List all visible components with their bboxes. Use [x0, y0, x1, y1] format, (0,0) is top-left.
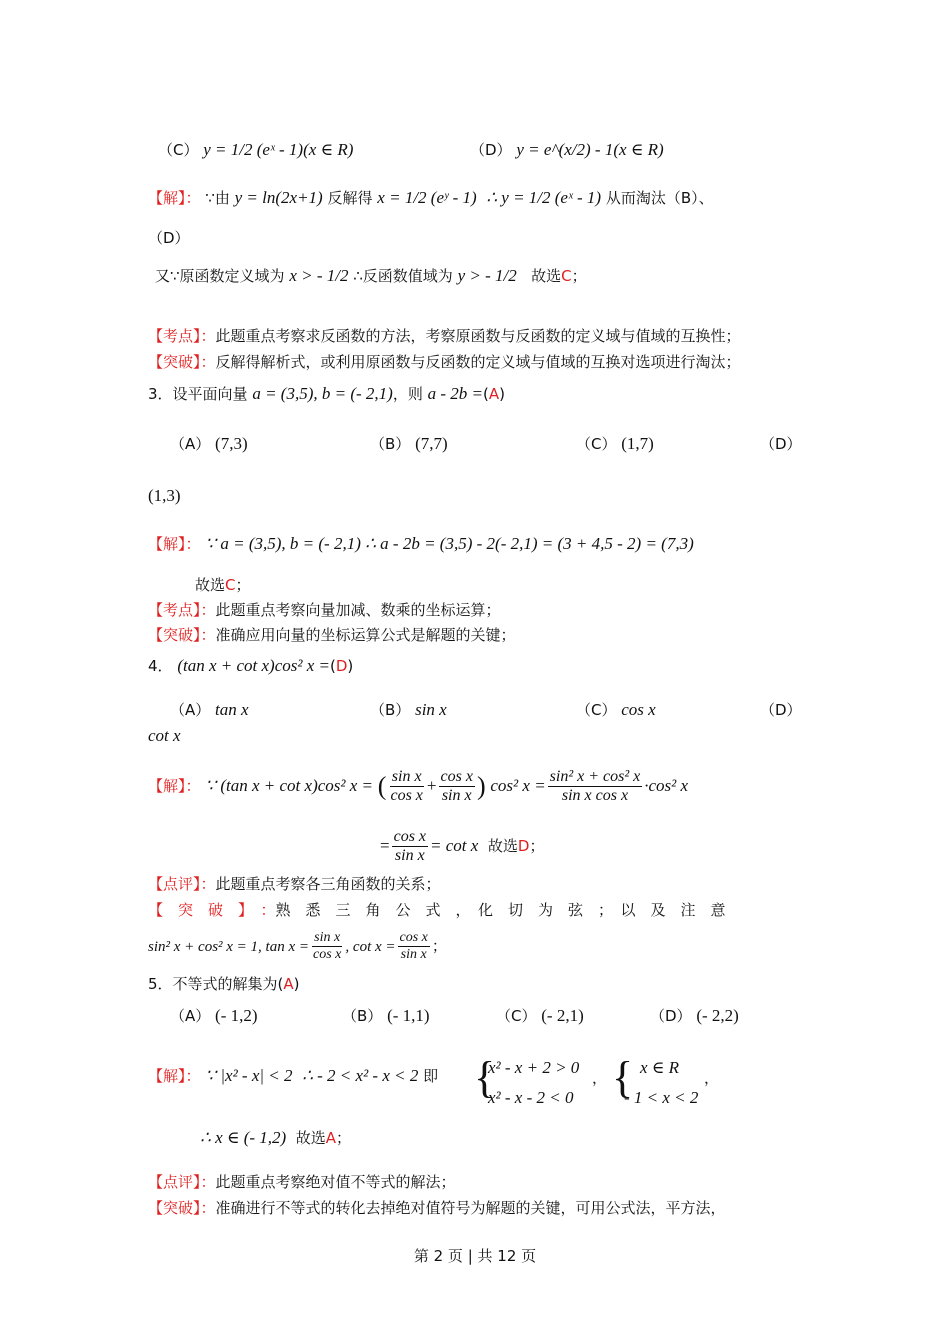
option-value: (- 2,2): [696, 1006, 739, 1025]
option-value: (7,3): [215, 434, 248, 453]
text: 3．设平面向量: [148, 385, 248, 403]
text: ；: [431, 937, 447, 955]
text: 准确进行不等式的转化去掉绝对值符号为解题的关键，可用公式法，平方法，: [215, 1199, 726, 1217]
option-value: (- 1,2): [215, 1006, 258, 1025]
answer: A: [283, 975, 294, 993]
system-line: x² - x + 2 > 0: [488, 1058, 580, 1077]
fraction-numerator: cos x: [440, 768, 473, 785]
text: ): [499, 385, 505, 403]
system-line: x ∈ R: [640, 1058, 680, 1077]
option-value: (- 2,1): [541, 1006, 584, 1025]
text: ；: [529, 837, 545, 855]
text: 4．: [148, 657, 173, 675]
math-expression: ∴ y = 1/2 (eˣ - 1): [486, 188, 602, 207]
math-expression: y = e^(x/2) - 1(x ∈ R): [516, 140, 664, 159]
q5-dianping: [148, 1172, 456, 1192]
page-footer: 第 2 页 | 共 12 页: [413, 1247, 537, 1265]
q4-dianping: [148, 874, 441, 894]
fraction: [388, 768, 424, 805]
q4-solution: [148, 766, 688, 807]
text: 此题重点考察各三角函数的关系；: [215, 875, 441, 893]
math-expression: , cot x =: [345, 939, 396, 955]
tupo-tag: 【突破】：: [148, 626, 216, 644]
q5-option-d: [650, 1006, 739, 1026]
answer: C: [225, 576, 236, 594]
text: ): [293, 975, 300, 993]
math-expression: y > - 1/2: [457, 266, 517, 285]
math-expression: a - 2b =: [427, 384, 484, 403]
q3-option-b: [370, 434, 448, 454]
math-expression: y = ln(2x+1): [234, 188, 323, 207]
q5-solution: [148, 1066, 438, 1086]
text: 即: [423, 1067, 439, 1085]
option-label: （A）: [170, 1007, 211, 1025]
q5-tupo: [148, 1198, 726, 1218]
option-label: （A）: [170, 435, 211, 453]
dianping-tag: 【点评】：: [148, 1173, 216, 1191]
q4-stem: [148, 656, 353, 676]
fraction-numerator: cos x: [399, 930, 428, 945]
option-value: (1,3): [148, 486, 181, 505]
text: ；: [235, 576, 251, 594]
q2-option-c: [158, 140, 353, 160]
left-paren: (: [377, 771, 387, 801]
kaodian-tag: 【考点】：: [148, 327, 216, 345]
fraction: [392, 828, 428, 865]
tupo-tag: 【突破】：: [148, 1199, 216, 1217]
fraction-denominator: cos x: [390, 787, 423, 804]
text: (: [483, 385, 489, 403]
q3-option-d-value: [148, 486, 181, 506]
math-expression: ∵ |x² - x| < 2: [205, 1066, 293, 1085]
system-brace: {: [474, 1053, 496, 1102]
fraction-numerator: sin x: [314, 930, 341, 945]
text: ∴反函数值域为: [353, 267, 453, 285]
q5-option-b: [342, 1006, 430, 1026]
math-expression: y = 1/2 (eˣ - 1)(x ∈ R): [203, 140, 354, 159]
q4-solution-line2: [380, 826, 544, 866]
text: 故选: [487, 837, 518, 855]
option-value: (1,7): [621, 434, 654, 453]
q4-tupo: [148, 900, 726, 920]
q3-kaodian: [148, 600, 501, 620]
q5-conclusion: [200, 1128, 351, 1148]
text: ，: [704, 1069, 720, 1087]
text: 此题重点考察求反函数的方法，考察原函数与反函数的定义域与值域的互换性；: [215, 327, 741, 345]
q3-tupo: [148, 625, 516, 645]
q2-solution: [148, 188, 714, 208]
q3-option-a: [170, 434, 248, 454]
q4-option-d-value: [148, 726, 181, 746]
text: 5．不等式的解集为(: [148, 975, 284, 993]
fraction-numerator: sin x: [391, 768, 422, 785]
solution-tag: 【解】：: [148, 189, 201, 207]
text: (: [329, 657, 336, 675]
plus-sign: +: [426, 776, 437, 795]
fraction-numerator: cos x: [393, 828, 427, 845]
answer: C: [561, 267, 572, 285]
text: 从而淘汰（B）、: [605, 189, 714, 207]
system-brace: {: [612, 1053, 634, 1102]
text: 反解得: [327, 189, 373, 207]
right-paren: ): [476, 771, 486, 801]
q4-option-d-label: [760, 700, 802, 720]
fraction-denominator: sin x: [441, 787, 472, 804]
text: 准确应用向量的坐标运算公式是解题的关键；: [215, 626, 516, 644]
math-expression: ∴ - 2 < x² - x < 2: [302, 1066, 419, 1085]
text: ，则: [392, 385, 423, 403]
q3-option-c: [576, 434, 654, 454]
text: ，: [592, 1069, 608, 1087]
q3-solution: [148, 534, 694, 554]
option-label: （A）: [170, 701, 211, 719]
fraction: [398, 930, 430, 963]
answer: D: [335, 657, 348, 675]
text: 故选: [531, 267, 562, 285]
math-expression: cos² x =: [490, 776, 546, 795]
fraction: [439, 768, 475, 805]
math-expression: ·cos² x: [644, 776, 689, 795]
option-label: （D）: [650, 1007, 692, 1025]
tupo-tag: 【 突 破 】 ：: [148, 901, 276, 919]
fraction-numerator: sin² x + cos² x: [549, 768, 641, 785]
math-expression: ∵ (tan x + cot x)cos² x =: [205, 776, 374, 795]
q2-kaodian: [148, 326, 741, 346]
math-expression: x > - 1/2: [289, 266, 349, 285]
q4-option-b: [370, 700, 447, 720]
q5-stem: [148, 974, 300, 994]
math-expression: = cot x: [430, 836, 479, 855]
fraction: [548, 768, 643, 805]
fraction-denominator: cos x: [313, 947, 342, 962]
q4-option-c: [576, 700, 656, 720]
q3-choice: [195, 575, 251, 595]
solution-tag: 【解】：: [148, 535, 201, 553]
math-expression: a = (3,5), b = (- 2,1): [252, 384, 393, 403]
option-label: （B）: [342, 1007, 383, 1025]
math-expression: ∴ x ∈ (- 1,2): [200, 1128, 287, 1147]
q3-stem: [148, 384, 505, 404]
tupo-tag: 【突破】：: [148, 353, 216, 371]
text: 又∵原函数定义域为: [155, 267, 285, 285]
q2-option-d: [470, 140, 664, 160]
option-value: (- 1,1): [387, 1006, 430, 1025]
option-value: cos x: [621, 700, 656, 719]
text: 反解得解析式，或利用原函数与反函数的定义域与值域的互换对选项进行淘汰；: [215, 353, 741, 371]
option-label: （B）: [370, 701, 411, 719]
fraction-denominator: sin x: [394, 847, 425, 864]
solution-tag: 【解】：: [148, 777, 201, 795]
option-label: （C）: [576, 435, 617, 453]
text: （D）: [148, 229, 190, 247]
option-label: （D）: [470, 141, 512, 159]
q2-solution-line2: [155, 266, 587, 286]
text: 此题重点考察向量加减、数乘的坐标运算；: [215, 601, 501, 619]
dianping-tag: 【点评】：: [148, 875, 216, 893]
option-label: （D）: [760, 435, 802, 453]
math-expression: (tan x + cot x)cos² x =: [177, 656, 330, 675]
text: ): [347, 657, 354, 675]
kaodian-tag: 【考点】：: [148, 601, 216, 619]
option-value: cot x: [148, 726, 181, 745]
q4-tupo-formula: [148, 926, 447, 967]
option-label: （C）: [158, 141, 199, 159]
text: ；: [571, 267, 587, 285]
option-label: （D）: [760, 701, 802, 719]
text: ∵由: [205, 189, 230, 207]
answer: A: [488, 385, 500, 403]
option-value: sin x: [415, 700, 447, 719]
math-expression: ∵ a = (3,5), b = (- 2,1) ∴ a - 2b = (3,5) - 2(- 2,1) = (3 + 4,5 - 2) = (7,3): [205, 534, 694, 553]
fraction-denominator: sin x cos x: [561, 787, 629, 804]
option-value: tan x: [215, 700, 249, 719]
answer: D: [517, 837, 530, 855]
math-expression: x = 1/2 (eʸ - 1): [377, 188, 477, 207]
answer: A: [325, 1129, 337, 1147]
q5-option-c: [496, 1006, 584, 1026]
q2-tupo: [148, 352, 741, 372]
math-expression: sin² x + cos² x = 1, tan x =: [148, 939, 310, 955]
q5-option-a: [170, 1006, 258, 1026]
option-value: (7,7): [415, 434, 448, 453]
option-label: （C）: [496, 1007, 537, 1025]
system-line: - 1 < x < 2: [624, 1088, 699, 1107]
system-line: x² - x - 2 < 0: [488, 1088, 574, 1107]
solution-tag: 【解】：: [148, 1067, 201, 1085]
option-label: （B）: [370, 435, 411, 453]
text: 熟 悉 三 角 公 式 ， 化 切 为 弦 ； 以 及 注 意: [275, 901, 726, 919]
fraction-denominator: sin x: [400, 947, 427, 962]
text: 此题重点考察绝对值不等式的解法；: [215, 1173, 456, 1191]
fraction: [311, 930, 343, 963]
text: 故选: [195, 576, 226, 594]
q3-option-d-label: [760, 434, 802, 454]
text: ；: [336, 1129, 352, 1147]
equals-sign: =: [380, 836, 390, 855]
option-label: （C）: [576, 701, 617, 719]
q4-option-a: [170, 700, 249, 720]
text: 故选: [295, 1129, 326, 1147]
